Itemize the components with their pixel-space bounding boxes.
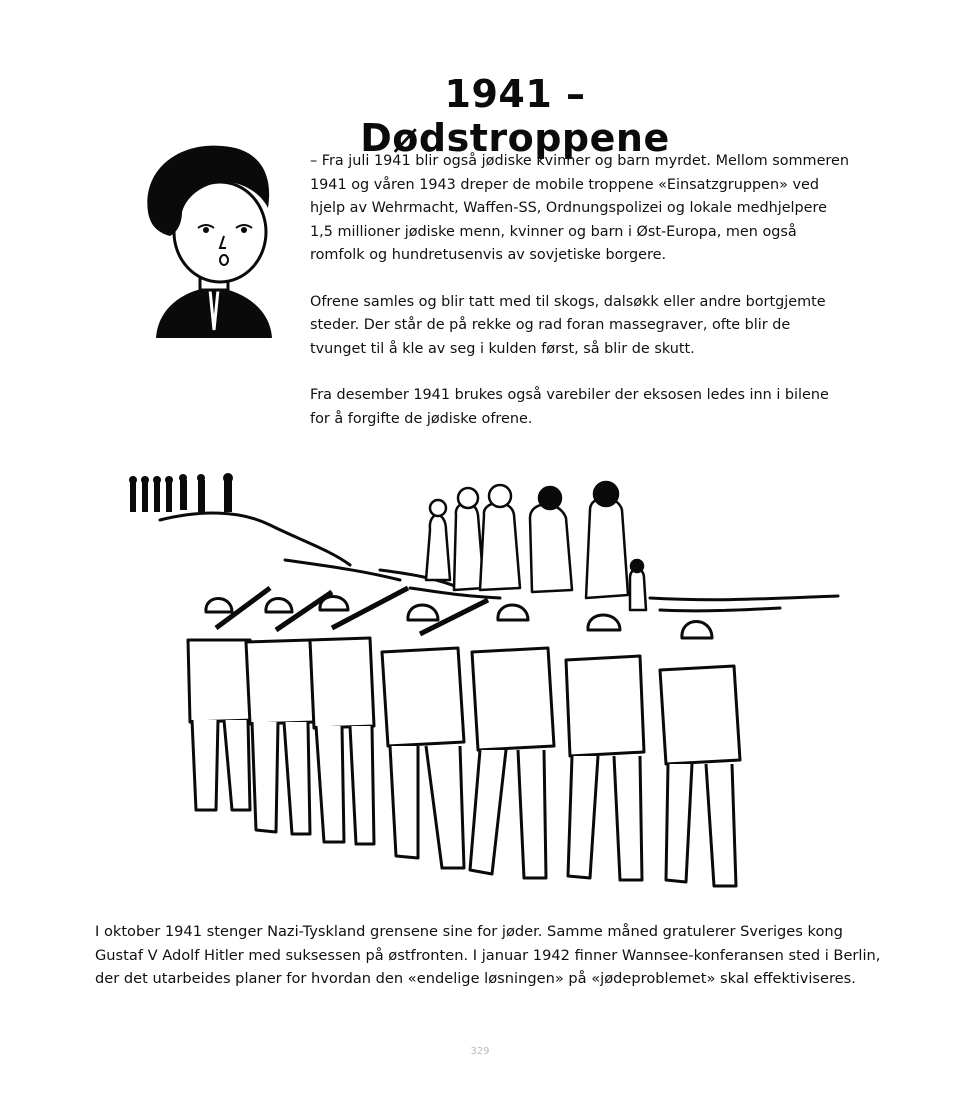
hill-line bbox=[160, 513, 350, 565]
page-number: 329 bbox=[470, 1046, 490, 1057]
portrait-illustration bbox=[138, 140, 288, 350]
intro-paragraph: Fra desember 1941 brukes også varebiler der eksosen ledes inn i bilene for å forgifte de jødiske ofrene. bbox=[310, 387, 829, 427]
soldier bbox=[470, 605, 554, 878]
closing-paragraph: I oktober 1941 stenger Nazi-Tyskland grensene sine for jøder. Samme måned gratulerer Sveriges kong Gustaf V Adolf Hitler med suksessen på østfronten. I januar 1942 finner Wannsee-konferansen sted i Berlin, der det utarbeides planer for hvordan den «endelige løsningen» på «jødeproblemet» skal effektiviseres. bbox=[95, 923, 881, 987]
intro-paragraph: – Fra juli 1941 blir også jødiske kvinner og barn myrdet. Mellom sommeren 1941 og våren 1943 dreper de mobile troppene «Einsatzgruppen» ved hjelp av Wehrmacht, Waffen-SS, Ordnungspolizei og lokale medhjelpere 1,5 millioner jødiske menn, kvinner og barn i Øst-Europa, men også romfolk og hundretusenvis av sovjetiske borgere. bbox=[310, 153, 849, 263]
soldier bbox=[660, 622, 740, 887]
execution-scene-illustration bbox=[120, 470, 850, 900]
intro-text bbox=[310, 150, 850, 454]
portrait-shoulders bbox=[156, 288, 272, 338]
soldiers-group bbox=[188, 588, 740, 886]
distant-soldiers bbox=[129, 473, 233, 512]
page-title: 1941 – Dødstroppene bbox=[360, 72, 670, 160]
victims-group bbox=[426, 482, 646, 610]
soldier bbox=[566, 615, 644, 880]
intro-paragraph: Ofrene samles og blir tatt med til skogs, dalsøkk eller andre bortgjemte steder. Der står de på rekke og rad foran massegraver, ofte blir de tvunget til å kle av seg i kulden først, så blir de skutt. bbox=[310, 293, 826, 357]
